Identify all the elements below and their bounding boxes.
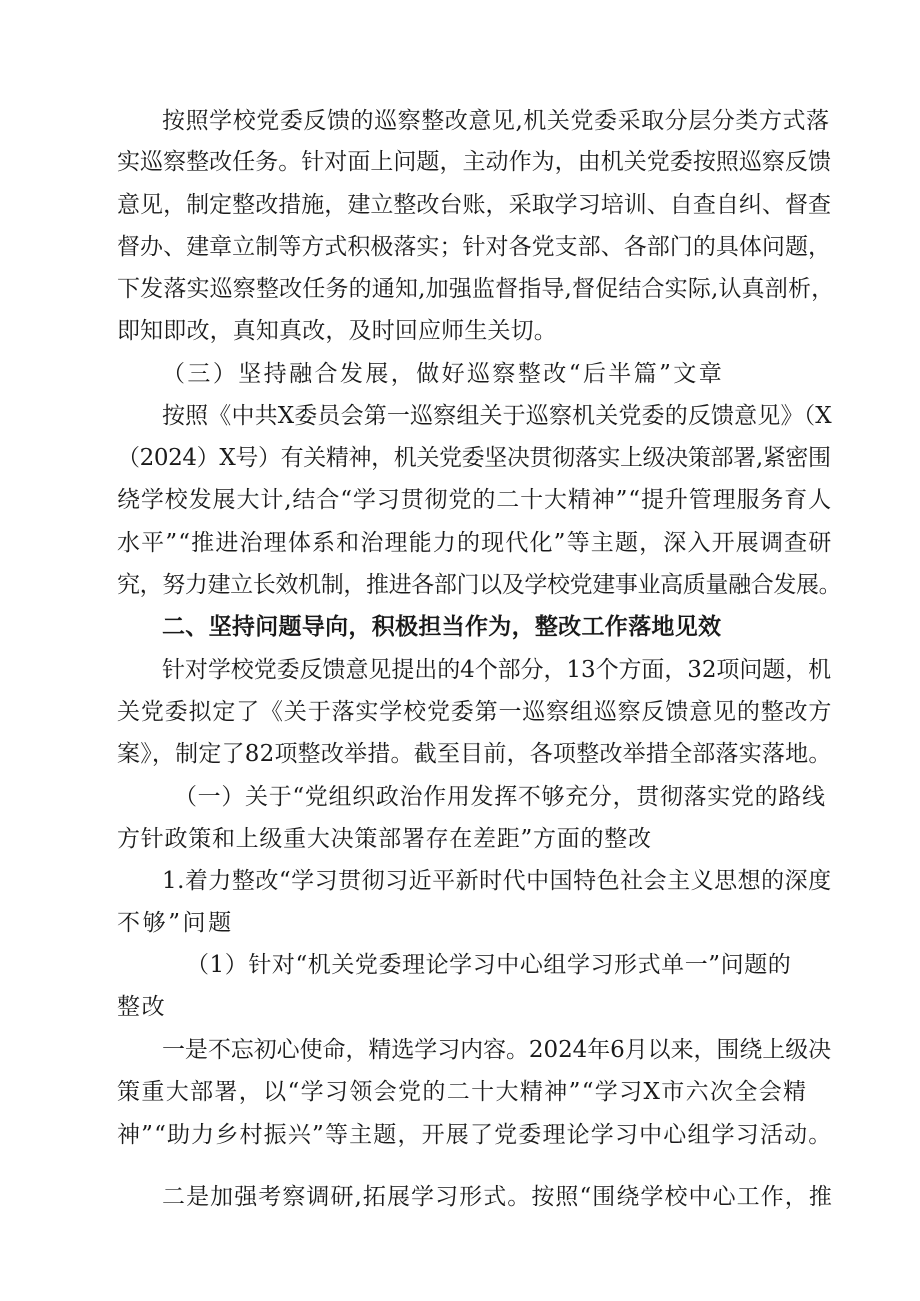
- sub-item-heading: 整改: [117, 994, 167, 1020]
- section-heading: （三）坚持融合发展，做好巡察整改“后半篇”文章: [162, 361, 725, 387]
- text-line: 下发落实巡察整改任务的通知,加强监督指导,督促结合实际,认真剖析，: [117, 276, 835, 302]
- text-line: 绕学校发展大计,结合“学习贯彻党的二十大精神”“提升管理服务育人: [117, 487, 833, 513]
- item-heading: 不够”问题: [117, 910, 234, 936]
- text-line: 一是不忘初心使命，精选学习内容。2024年6月以来，围绕上级决: [162, 1037, 832, 1063]
- text-line: 二是加强考察调研,拓展学习形式。按照“围绕学校中心工作，推: [162, 1184, 833, 1210]
- text-line: 关党委拟定了《关于落实学校党委第一巡察组巡察反馈意见的整改方: [117, 699, 833, 725]
- text-line: 究，努力建立长效机制，推进各部门以及学校党建事业高质量融合发展。: [117, 572, 842, 598]
- chapter-heading: 二、坚持问题导向，积极担当作为，整改工作落地见效: [162, 614, 722, 640]
- sub-item-heading: （1）针对“机关党委理论学习中心组学习形式单一”问题的: [186, 952, 792, 978]
- text-line: 意见，制定整改措施，建立整改台账，采取学习培训、自查自纠、督查: [117, 192, 832, 218]
- text-line: 神”“助力乡村振兴”等主题，开展了党委理论学习中心组学习活动。: [117, 1122, 833, 1148]
- text-line: 按照学校党委反馈的巡察整改意见,机关党委采取分层分类方式落: [162, 108, 830, 134]
- item-heading: 1.着力整改“学习贯彻习近平新时代中国特色社会主义思想的深度: [162, 868, 832, 894]
- text-line: 策重大部署，以“学习领会党的二十大精神”“学习X市六次全会精: [117, 1079, 808, 1105]
- text-line: 针对学校党委反馈意见提出的4个部分，13个方面，32项问题，机: [162, 657, 832, 683]
- text-line: 案》，制定了82项整改举措。截至目前，各项整改举措全部落实落地。: [117, 741, 832, 767]
- text-line: 即知即改，真知真改，及时回应师生关切。: [117, 318, 557, 344]
- text-line: 按照《中共X委员会第一巡察组关于巡察机关党委的反馈意见》（X: [162, 403, 832, 429]
- text-line: 督办、建章立制等方式积极落实；针对各党支部、各部门的具体问题，: [117, 234, 832, 260]
- text-line: 水平”“推进治理体系和治理能力的现代化”等主题，深入开展调查研: [117, 530, 833, 556]
- subsection-heading: 方针政策和上级重大决策部署存在差距”方面的整改: [117, 826, 652, 852]
- text-line: 实巡察整改任务。针对面上问题，主动作为，由机关党委按照巡察反馈: [117, 149, 832, 175]
- text-line: （2024）X号）有关精神，机关党委坚决贯彻落实上级决策部署,紧密围: [117, 445, 831, 471]
- subsection-heading: （一）关于“党组织政治作用发挥不够充分，贯彻落实党的路线: [174, 784, 826, 810]
